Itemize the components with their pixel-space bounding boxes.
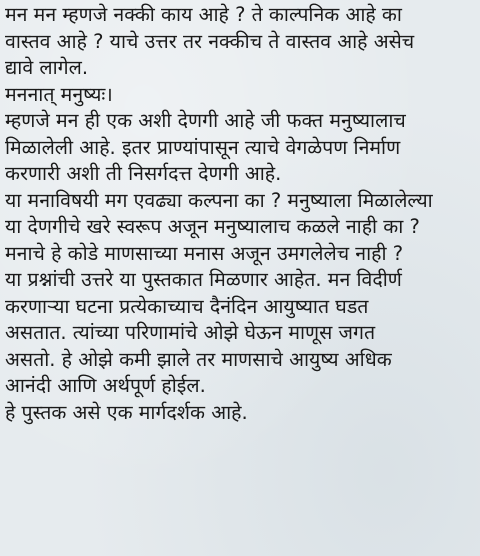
text-line-13: असतात. त्यांच्या परिणामांचे ओझे घेऊन माणूस जगत [5, 321, 376, 344]
text-line-12: करणाऱ्या घटना प्रत्येकाच्याच दैनंदिन आयुष्यात घडत [5, 294, 369, 318]
text-line-9: या देणगीचे खरे स्वरूप अजून मनुष्यालाच कळले नाही का ? [5, 215, 420, 238]
text-line-14: असतो. हे ओझे कमी झाले तर माणसाचे आयुष्य अधिक [5, 347, 392, 371]
text-line-3: द्यावे लागेल. [5, 56, 89, 79]
text-line-16: हे पुस्तक असे एक मार्गदर्शक आहे. [5, 400, 248, 424]
text-line-2: वास्तव आहे ? याचे उत्तर तर नक्कीच ते वास्तव आहे असेच [5, 29, 415, 53]
text-line-7: करणारी अशी ती निसर्गदत्त देणगी आहे. [5, 162, 282, 185]
text-line-1: मन मन म्हणजे नक्की काय आहे ? ते काल्पनिक आहे का [5, 3, 402, 26]
text-line-15: आनंदी आणि अर्थपूर्ण होईल. [5, 374, 206, 397]
text-line-11: या प्रश्नांची उत्तरे या पुस्तकात मिळणार आहेत. मन विदीर्ण [5, 268, 402, 291]
text-line-10: मनाचे हे कोडे माणसाच्या मनास अजून उमगलेलेच नाही ? [5, 241, 404, 265]
text-line-8: या मनाविषयी मग एवढ्या कल्पना का ? मनुष्याला मिळालेल्या [5, 188, 433, 212]
text-line-6: मिळालेली आहे. इतर प्राण्यांपासून त्याचे वेगळेपण निर्माण [5, 135, 401, 159]
text-line-5: म्हणजे मन ही एक अशी देणगी आहे जी फक्त मनुष्यालाच [5, 109, 406, 132]
text-line-4: मननात् मनुष्यः। [5, 82, 113, 106]
